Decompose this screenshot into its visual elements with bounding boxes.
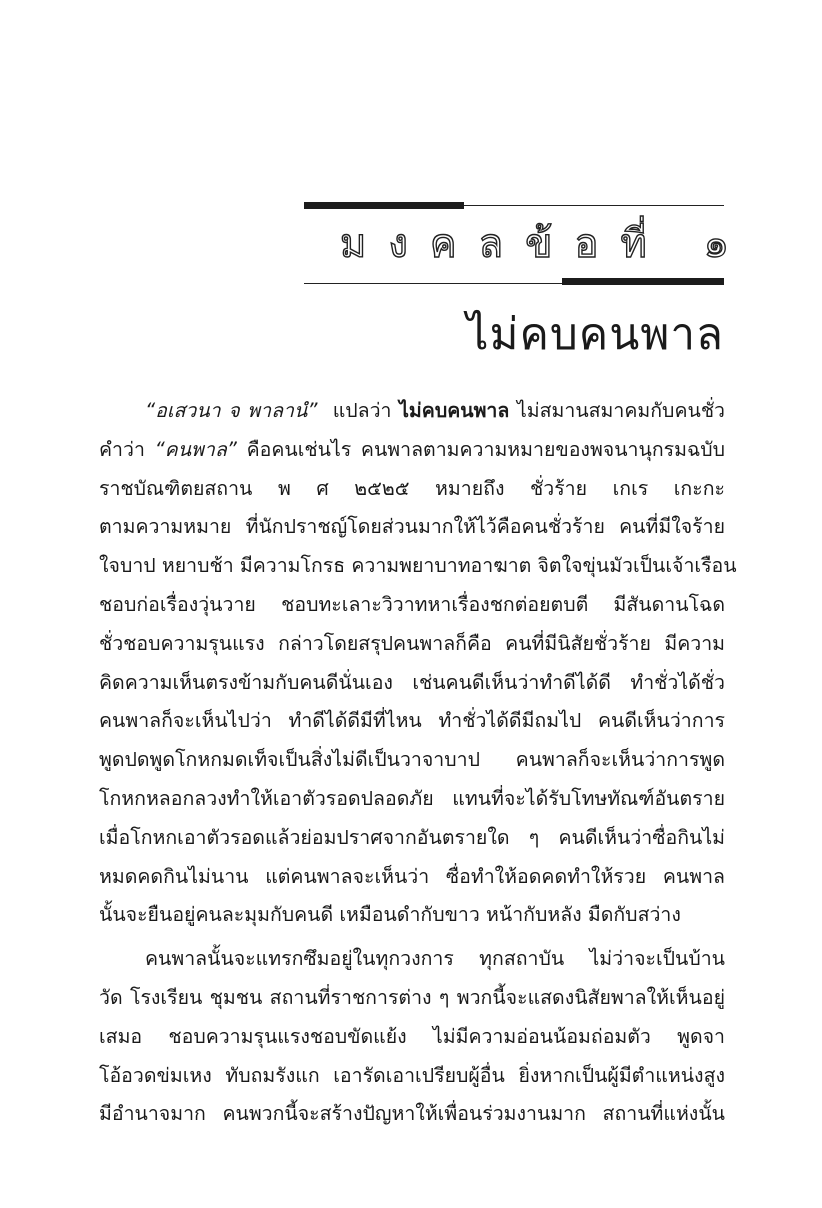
paragraph-line <box>99 392 725 431</box>
paragraph-line: เสมอ ชอบความรุนแรงชอบขัดแย้ง ไม่มีความอ่อนน้อมถ่อมตัว พูดจา <box>99 1024 725 1048</box>
pali-phrase: “อเสวนา จ พาลานํ” <box>145 399 318 422</box>
paragraph-line: มีอำนาจมาก คนพวกนี้จะสร้างปัญหาให้เพื่อนร่วมงานมาก สถานที่แห่งนั้น <box>99 1102 725 1126</box>
chapter-number-label: มงคลข้อที่ ๑ <box>340 221 752 267</box>
paragraph-line: เมื่อโกหกเอาตัวรอดแล้วย่อมปราศจากอันตรายใด ๆ คนดีเห็นว่าซื่อกินไม่ <box>99 825 725 849</box>
text-span: คือคนเช่นไร คนพาลตามความหมายของพจนานุกรมฉบับ <box>236 437 726 461</box>
paragraph-line: คนพาลนั้นจะแทรกซึมอยู่ในทุกวงการ ทุกสถาบัน ไม่ว่าจะเป็นบ้าน <box>145 947 725 971</box>
paragraph-line: คนพาลก็จะเห็นไปว่า ทำดีได้ดีมีที่ไหน ทำชั่วได้ดีมีถมไป คนดีเห็นว่าการ <box>99 709 725 733</box>
emphasis-term: ไม่คบคนพาล <box>399 399 510 422</box>
paragraph-line: โอ้อวดข่มเหง ทับถมรังแก เอารัดเอาเปรียบผู้อื่น ยิ่งหากเป็นผู้มีตำแหน่งสูง <box>99 1063 725 1087</box>
top-thick-rule <box>304 202 464 209</box>
paragraph-line: หมดคดกินไม่นาน แต่คนพาลจะเห็นว่า ซื่อทำให้อดคดทำให้รวย คนพาล <box>99 864 725 888</box>
paragraph-line: ชอบก่อเรื่องวุ่นวาย ชอบทะเลาะวิวาทหาเรื่องชกต่อยตบตี มีสันดานโฉด <box>99 592 725 616</box>
chapter-heading-block <box>304 200 752 290</box>
paragraph <box>99 940 725 1134</box>
chapter-title: ไม่คบคนพาล <box>466 309 724 360</box>
paragraph-line: โกหกหลอกลวงทำให้เอาตัวรอดปลอดภัย แทนที่จะได้รับโทษทัณฑ์อันตราย <box>99 786 725 810</box>
paragraph-line: นั้นจะยืนอยู่คนละมุมกับคนดี เหมือนดำกับขาว หน้ากับหลัง มืดกับสว่าง <box>99 903 681 927</box>
text-span: แปลว่า <box>317 399 400 422</box>
text-span: ไม่สมานสมาคมกับคนชั่ว <box>509 399 725 422</box>
body-text <box>99 392 737 1134</box>
paragraph-line: ใจบาป หยาบช้า มีความโกรธ ความพยาบาทอาฆาต จิตใจขุ่นมัวเป็นเจ้าเรือน <box>99 554 737 578</box>
quoted-term: “คนพาล” <box>154 437 237 461</box>
paragraph-line: วัด โรงเรียน ชุมชน สถานที่ราชการต่าง ๆ พวกนี้จะแสดงนิสัยพาลให้เห็นอยู่ <box>99 985 725 1009</box>
paragraph <box>99 392 737 935</box>
paragraph-line: ชั่วชอบความรุนแรง กล่าวโดยสรุปคนพาลก็คือ คนที่มีนิสัยชั่วร้าย มีความ <box>99 631 725 655</box>
paragraph-line: พูดปดพูดโกหกมดเท็จเป็นสิ่งไม่ดีเป็นวาจาบาป คนพาลก็จะเห็นว่าการพูด <box>99 748 725 772</box>
bottom-thick-rule <box>562 278 724 285</box>
paragraph-line: คิดความเห็นตรงข้ามกับคนดีนั่นเอง เช่นคนดีเห็นว่าทำดีได้ดี ทำชั่วได้ชั่ว <box>99 670 725 694</box>
paragraph-line: ตามความหมาย ที่นักปราชญ์โดยส่วนมากให้ไว้คือคนชั่วร้าย คนที่มีใจร้าย <box>99 515 725 539</box>
paragraph-line <box>99 431 725 470</box>
text-span: คำว่า <box>99 437 155 461</box>
paragraph-line: ราชบัณฑิตยสถาน พ ศ ๒๕๒๕ หมายถึง ชั่วร้าย เกเร เกะกะ <box>99 476 725 500</box>
